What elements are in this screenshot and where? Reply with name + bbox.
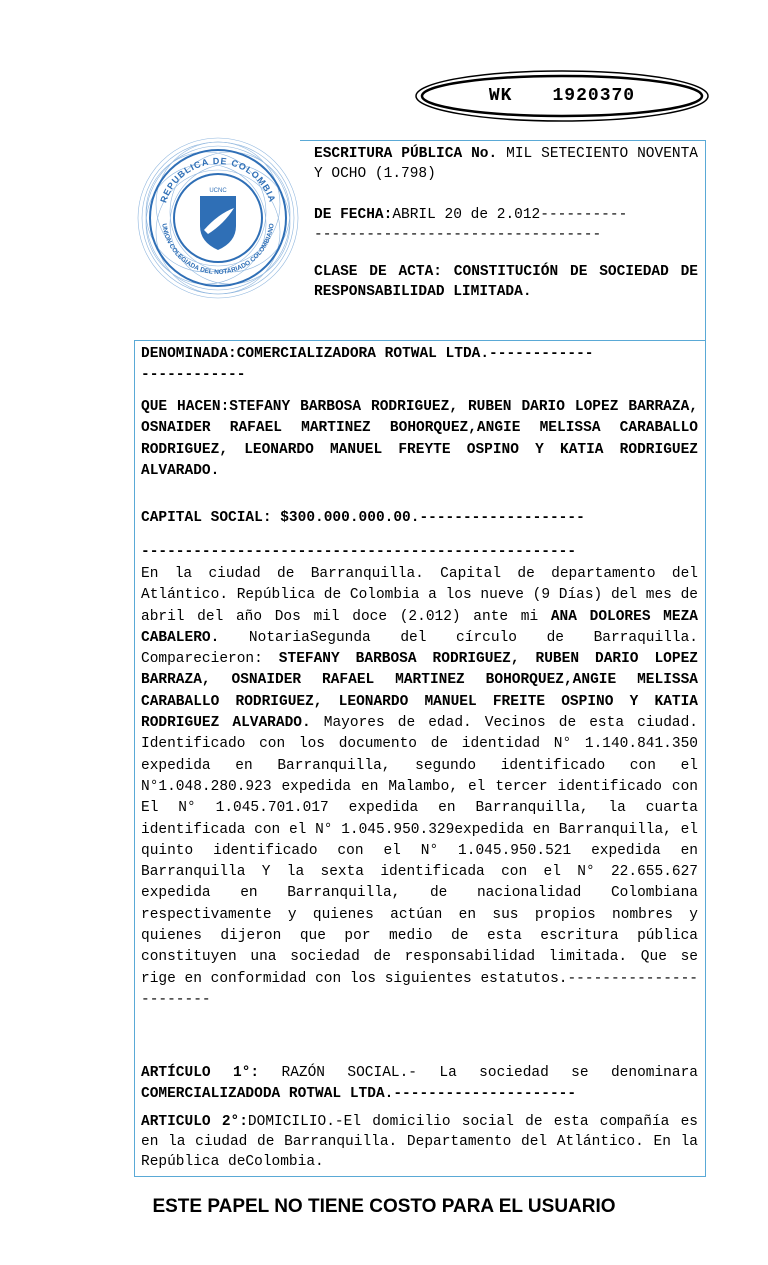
capital-text: CAPITAL SOCIAL: $300.000.000.00. <box>141 510 420 526</box>
articulo-1 <box>141 1063 698 1106</box>
fecha-label: DE FECHA: <box>314 207 393 223</box>
seal-ring-text: REPUBLICA DE COLOMBIA <box>158 155 278 205</box>
art1-label: ARTÍCULO 1°: <box>141 1065 260 1081</box>
capital-social <box>141 508 698 529</box>
p1-intro: En la ciudad de Barranquilla. Capital de departamento del Atlántico. República de Colombia a los nueve (9 Días) del mes de abril del año Dos mil doce (2.012) ante mi <box>141 566 698 625</box>
art2-text: DOMICILIO.-El domicilio social de esta compañía es en la ciudad de Barranquilla. Departamento del Atlántico. En la República deColombia. <box>141 1114 698 1170</box>
comparecientes-names: STEFANY BARBOSA RODRIGUEZ, RUBEN DARIO LOPEZ BARRAZA, OSNAIDER RAFAEL MARTINEZ BOHORQUEZ,ANGIE MELISSA CARABALLO RODRIGUEZ, LEONARDO MANUEL FREITE OSPINO Y KATIA RODRIGUEZ ALVARADO. <box>141 651 698 732</box>
notary-name: ANA DOLORES MEZA CABALERO. <box>141 608 698 646</box>
clase-value: CONSTITUCIÓN DE SOCIEDAD DE RESPONSABILIDAD LIMITADA. <box>314 264 698 300</box>
footer-notice: ESTE PAPEL NO TIENE COSTO PARA EL USUARIO <box>152 1196 616 1217</box>
clase-label: CLASE DE ACTA: <box>314 264 442 280</box>
escritura-label: ESCRITURA PÚBLICA No. <box>314 146 498 162</box>
que-hacen-block: QUE HACEN:STEFANY BARBOSA RODRIGUEZ, RUBEN DARIO LOPEZ BARRAZA, OSNAIDER RAFAEL MARTINEZ BOHORQUEZ,ANGIE MELISSA CARABALLO RODRIGUEZ, LEONARDO MANUEL FREYTE OSPINO Y KATIA RODRIGUEZ ALVARADO. <box>141 399 698 479</box>
capital-dashes: ------------------- <box>419 510 585 526</box>
articulo-2 <box>141 1112 698 1172</box>
denominada-text: DENOMINADA:COMERCIALIZADORA ROTWAL LTDA.------------ <box>141 346 594 362</box>
p1-middle: NotariaSegunda del círculo de Barraquilla. Comparecieron: <box>141 629 698 668</box>
notary-seal-icon <box>134 134 302 302</box>
escritura-value: MIL SETECIENTO NOVENTA Y OCHO (1.798) <box>314 146 699 182</box>
comparecencia-paragraph <box>141 564 698 1011</box>
art1-name: COMERCIALIZADODA ROTWAL LTDA.--------------------- <box>141 1086 577 1103</box>
clase-block <box>314 262 698 302</box>
fecha-value: ABRIL 20 de 2.012---------- <box>392 207 628 223</box>
serial-prefix: WK <box>488 86 513 106</box>
fecha-block <box>314 205 698 245</box>
art1-text: RAZÓN SOCIAL.- La sociedad se denominara <box>259 1065 698 1081</box>
art2-label: ARTICULO 2°: <box>141 1114 248 1130</box>
serial-number: 1920370 <box>552 86 636 106</box>
fecha-dashes: --------------------------------- <box>314 227 602 243</box>
seal-bottom-text: UNION COLEGIADA DEL NOTARIADO COLOMBIANO <box>160 222 276 277</box>
p1-rest: Mayores de edad. Vecinos de esta ciudad. Identificado con los documento de identidad N° 1.140.841.350 expedida en Barranquilla, segundo identificado con el N°1.048.280.923 expedida en Malambo, el tercer identificado con El N° 1.045.701.017 expedida en Barranquilla, la cuarta identificada con el N° 1.045.950.329expedida en Barranquilla, el quinto identificado con el N° 1.045.950.521 expedida en Barranquilla Y la sexta identificada con el N° 22.655.627 expedida en Barranquilla, de nacionalidad Colombiana respectivamente y quienes actúan en sus propios nombres y quienes dijeron que por medio de esta escritura pública constituyen una sociedad de responsabilidad limitada. Que se rige en conformidad con los siguientes estatutos.----------------------- <box>141 715 699 1008</box>
serial-number-badge <box>412 68 712 124</box>
seal-center-text: UCNC <box>209 188 227 194</box>
escritura-block <box>314 144 698 184</box>
denominada-dashes: ------------ <box>141 367 246 384</box>
separator-line: -------------------------------------------------- <box>141 544 577 560</box>
denominada-block <box>141 344 698 387</box>
